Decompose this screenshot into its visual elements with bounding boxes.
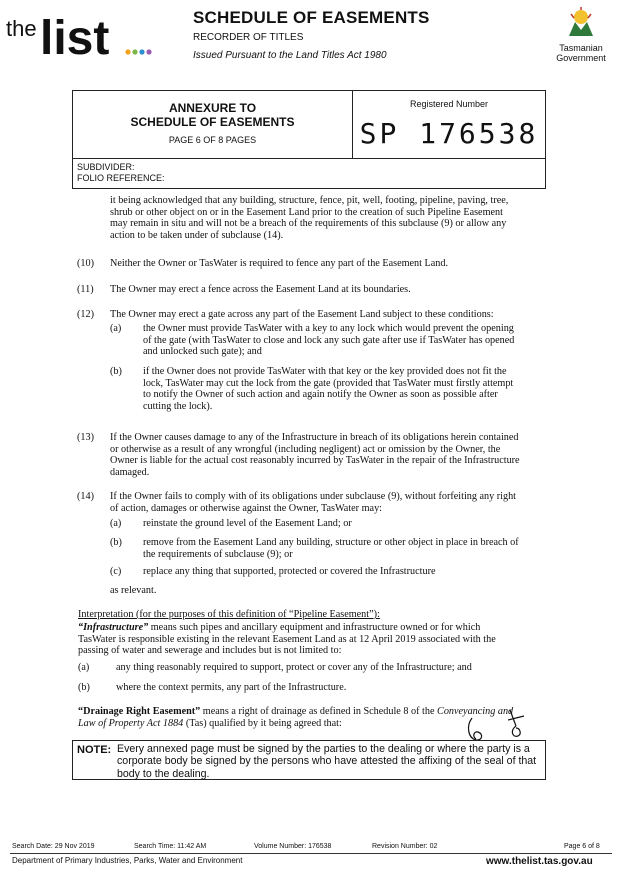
text-line: action to be taken under of subclause (14). xyxy=(110,229,284,241)
crest-icon xyxy=(561,6,601,38)
website-link[interactable]: www.thelist.tas.gov.au xyxy=(486,856,593,867)
text-line: the Owner must provide TasWater with a key to any lock which would prevent the opening xyxy=(143,323,514,334)
clause-14-number: (14) xyxy=(77,491,94,502)
document-title: SCHEDULE OF EASEMENTS xyxy=(193,8,430,27)
annexure-heading xyxy=(73,91,353,159)
infra-a-number: (a) xyxy=(78,662,90,673)
department-name: Department of Primary Industries, Parks, Water and Environment xyxy=(12,856,243,865)
text-line: of the gate (with TasWater to close and lock any such gate after use if TasWater has opened xyxy=(143,334,515,346)
clause-11: The Owner may erect a fence across the Easement Land at its boundaries. xyxy=(110,284,411,295)
clause-12: The Owner may erect a gate across any part of the Easement Land subject to these conditions: xyxy=(110,309,494,320)
clause-14c: replace any thing that supported, protected or covered the Infrastructure xyxy=(143,566,436,577)
clause-14 xyxy=(110,491,544,514)
continuation-paragraph xyxy=(110,195,544,241)
annexure-title-1: ANNEXURE TO xyxy=(168,101,257,115)
text-line: passing of water and sewerage and includes but is not limited to: xyxy=(78,645,342,657)
text-line: lock, TasWater may cut the lock from the gate (provided that TasWater must firstly attempt xyxy=(143,377,514,389)
interpretation-heading: Interpretation (for the purposes of this definition of “Pipeline Easement”): xyxy=(78,609,380,620)
clause-14a: reinstate the ground level of the Easement Land; or xyxy=(143,518,352,529)
text-line: If the Owner fails to comply with of its obligations under subclause (9), without forfeiting any right xyxy=(110,491,517,502)
infrastructure-definition xyxy=(78,622,544,657)
clause-14b-number: (b) xyxy=(110,537,122,548)
text-line: and unlocked such gate); and xyxy=(143,346,262,358)
text-line: to notify the Owner of such action and again notify the Owner as soon as possible after xyxy=(143,389,498,401)
text-line: or otherwise as a result of any wrongful (including negligent) act or omission by the Owner, the xyxy=(110,443,501,455)
text-line: may remain in situ and will not be a breach of the requirements of this subclause (9) or allow any xyxy=(110,218,507,230)
text-line: If the Owner causes damage to any of the Infrastructure in breach of its obligations herein contained xyxy=(110,432,519,443)
note-label: NOTE: xyxy=(77,744,112,756)
svg-text:list: list xyxy=(40,12,110,62)
document-subtitle: RECORDER OF TITLES xyxy=(193,32,304,43)
clause-10-number: (10) xyxy=(77,258,94,269)
text-line: “Infrastructure” means such pipes and ancillary equipment and infrastructure owned or for which xyxy=(78,622,481,633)
folio-reference-label: FOLIO REFERENCE: xyxy=(77,173,165,183)
clause-12a-number: (a) xyxy=(110,323,122,334)
clause-12b-number: (b) xyxy=(110,366,122,377)
gov-label-2: Government xyxy=(556,53,606,63)
subdivider-label: SUBDIVIDER: xyxy=(77,162,135,172)
search-date: Search Date: 29 Nov 2019 xyxy=(12,843,95,850)
annexure-box xyxy=(72,90,546,189)
issued-line: Issued Pursuant to the Land Titles Act 1980 xyxy=(193,50,387,61)
infra-b: where the context permits, any part of the Infrastructure. xyxy=(116,682,347,693)
text-line: Owner is liable for the actual cost reasonably incurred by TasWater in the repair of the Infrastructure xyxy=(110,455,520,467)
text-line: shrub or other object on or in the Easement Land prior to the creation of such Pipeline Easement xyxy=(110,206,503,218)
gov-label-1: Tasmanian xyxy=(559,43,603,53)
text-line: cutting the lock). xyxy=(143,400,213,412)
text-line: if the Owner does not provide TasWater with that key or the key provided does not fit the xyxy=(143,366,507,377)
text-line: the requirements of subclause (9); or xyxy=(143,548,293,560)
annexure-title-2: SCHEDULE OF EASEMENTS xyxy=(130,115,295,129)
registered-number-label: Registered Number xyxy=(409,99,489,109)
clause-11-number: (11) xyxy=(77,284,94,295)
text-line: of action, damages or otherwise against the Owner, TasWater may: xyxy=(110,502,382,514)
note-text: Every annexed page must be signed by the parties to the dealing or where the party is a corporate body be signed by the persons who have attested the affixing of the seal of that body to the dealing. xyxy=(117,743,537,780)
thelist-logo xyxy=(6,4,156,62)
clause-12b xyxy=(143,366,544,412)
note-box xyxy=(72,740,546,780)
volume-number: Volume Number: 176538 xyxy=(254,843,332,850)
revision-number: Revision Number: 02 xyxy=(372,843,438,850)
infrastructure-term: “Infrastructure” xyxy=(78,622,149,633)
clause-14c-number: (c) xyxy=(110,566,122,577)
text-line: TasWater is responsible existing in the relevant Easement Land as at 12 April 2019 associated with the xyxy=(78,633,496,645)
clause-14a-number: (a) xyxy=(110,518,122,529)
clause-13 xyxy=(110,432,544,478)
clause-14b xyxy=(143,537,544,560)
clause-12-number: (12) xyxy=(77,309,94,320)
text-line: Law of Property Act 1884 (Tas) qualified by it being agreed that: xyxy=(78,717,342,729)
clause-10: Neither the Owner or TasWater is required to fence any part of the Easement Land. xyxy=(110,258,449,269)
clause-13-number: (13) xyxy=(77,432,94,443)
annexure-page: PAGE 6 OF 8 PAGES xyxy=(168,135,257,145)
infra-b-number: (b) xyxy=(78,682,90,693)
drainage-term: “Drainage Right Easement” xyxy=(78,706,201,717)
page-indicator: Page 6 of 8 xyxy=(564,843,600,850)
clause-12a xyxy=(143,323,544,358)
search-time: Search Time: 11:42 AM xyxy=(134,843,207,850)
registered-number: SP 176538 xyxy=(359,117,539,150)
svg-text:the: the xyxy=(6,16,37,41)
tasmanian-government-logo xyxy=(548,6,614,63)
clause-14-end: as relevant. xyxy=(110,585,157,596)
text-line: remove from the Easement Land any building, structure or other object in place in breach of xyxy=(143,537,519,548)
text-line: damaged. xyxy=(110,466,150,478)
text-line: “Drainage Right Easement” means a right of drainage as defined in Schedule 8 of the Conveyancing and xyxy=(78,706,514,717)
footer-divider xyxy=(10,853,612,854)
text-line: it being acknowledged that any building, structure, fence, pit, well, footing, pipeline, paving, tree, xyxy=(110,195,509,206)
registered-number-box xyxy=(353,91,545,159)
infra-a: any thing reasonably required to support, protect or cover any of the Infrastructure; and xyxy=(116,662,472,673)
